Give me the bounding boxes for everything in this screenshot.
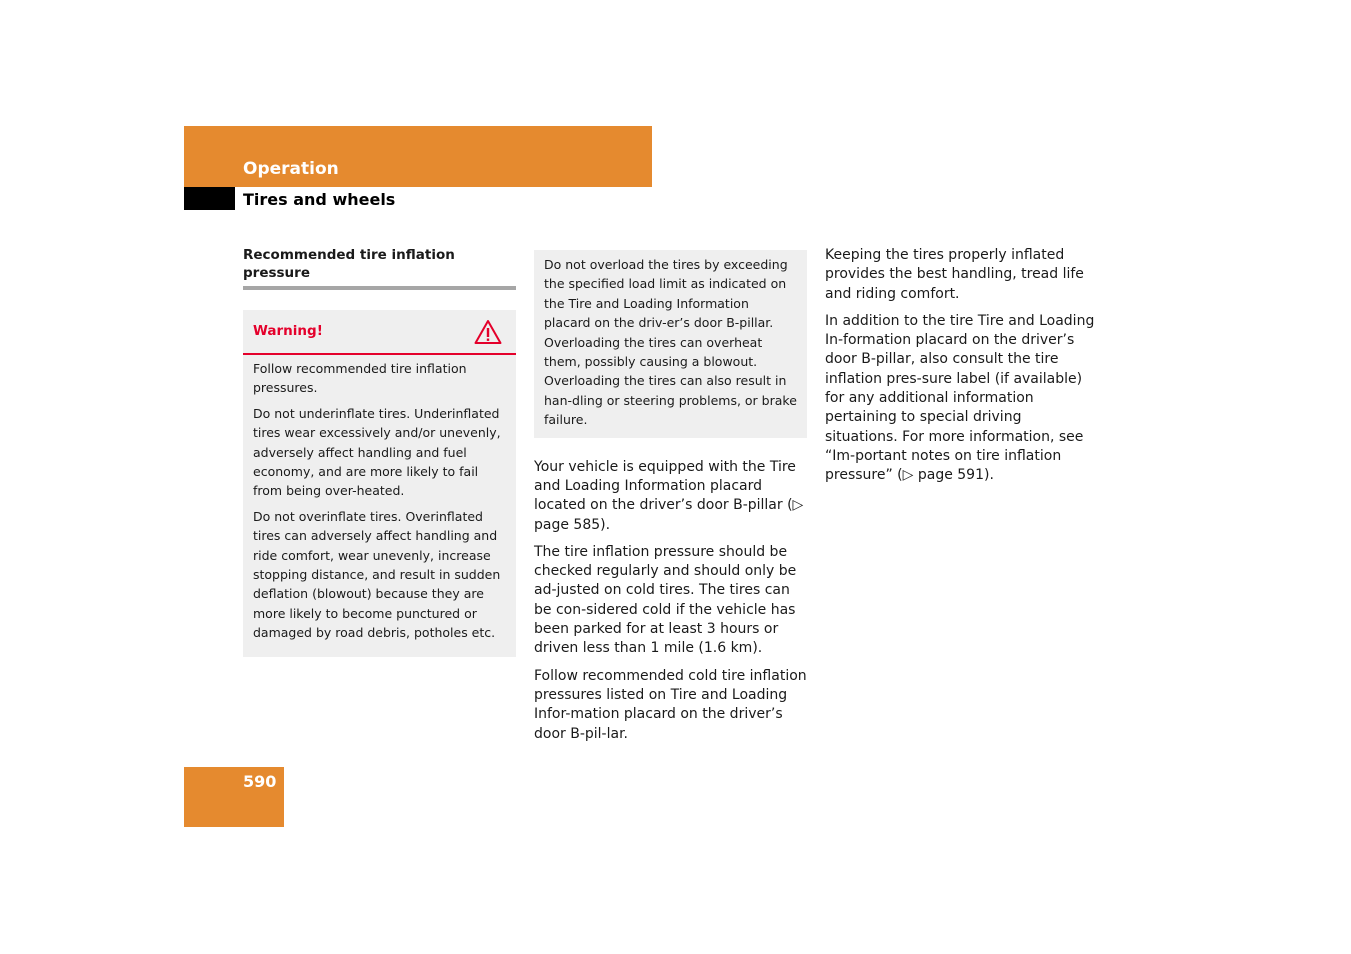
warning-paragraph: Do not underinflate tires. Underinflated tires wear excessively and/or unevenly, adversely affect handling and fuel economy, and are more likely to fail from being over-heated. bbox=[253, 405, 501, 499]
column-1 bbox=[243, 246, 516, 657]
section-title: Operation bbox=[243, 159, 339, 179]
body-paragraph: In addition to the tire Tire and Loading In-formation placard on the driver’s door B-pillar, also consult the tire inflation pres-sure label (if available) for any additional information pertaining to special driving situations. For more information, see “Im-portant notes on tire inflation pressure” (▷ page 591). bbox=[825, 312, 1095, 484]
column-2 bbox=[534, 246, 807, 752]
body-paragraph: Follow recommended cold tire inflation pressures listed on Tire and Loading Infor-mation placard on the driver’s door B-pil-lar. bbox=[534, 667, 807, 742]
warning-body bbox=[243, 355, 516, 643]
body-paragraph: Keeping the tires properly inflated provides the best handling, tread life and riding comfort. bbox=[825, 247, 1084, 302]
page-number: 590 bbox=[243, 772, 277, 791]
note-box bbox=[534, 250, 807, 438]
header-tab-marker bbox=[184, 187, 235, 210]
subsection-title: Tires and wheels bbox=[243, 190, 396, 209]
warning-label: Warning! bbox=[253, 323, 323, 339]
warning-box bbox=[243, 310, 516, 657]
column-3 bbox=[825, 246, 1098, 494]
warning-paragraph: Do not overinflate tires. Overinflated tires can adversely affect handling and ride comfort, wear unevenly, increase stopping distance, and result in sudden deflation (blowout) because they are more likely to become punctured or damaged by road debris, potholes etc. bbox=[253, 508, 501, 641]
warning-triangle-icon bbox=[474, 319, 502, 345]
warning-header bbox=[243, 310, 516, 355]
topic-heading: Recommended tire inflation pressure bbox=[243, 246, 516, 290]
body-paragraph: Your vehicle is equipped with the Tire and Loading Information placard located on the driver’s door B-pillar (▷ page 585). bbox=[534, 458, 804, 533]
body-paragraph: The tire inflation pressure should be checked regularly and should only be ad-justed on cold tires. The tires can be con-sidered cold if the vehicle has been parked for at least 3 hours or driven less than 1 mile (1.6 km). bbox=[534, 543, 797, 657]
warning-paragraph: Follow recommended tire inflation pressures. bbox=[253, 361, 467, 396]
note-text: Do not overload the tires by exceeding the specified load limit as indicated on the Tire and Loading Information placard on the driv-er’s door B-pillar. Overloading the tires can overheat them, possibly causing a blowout. Overloading the tires can also result in han-dling or steering problems, or brake failure. bbox=[544, 257, 797, 428]
